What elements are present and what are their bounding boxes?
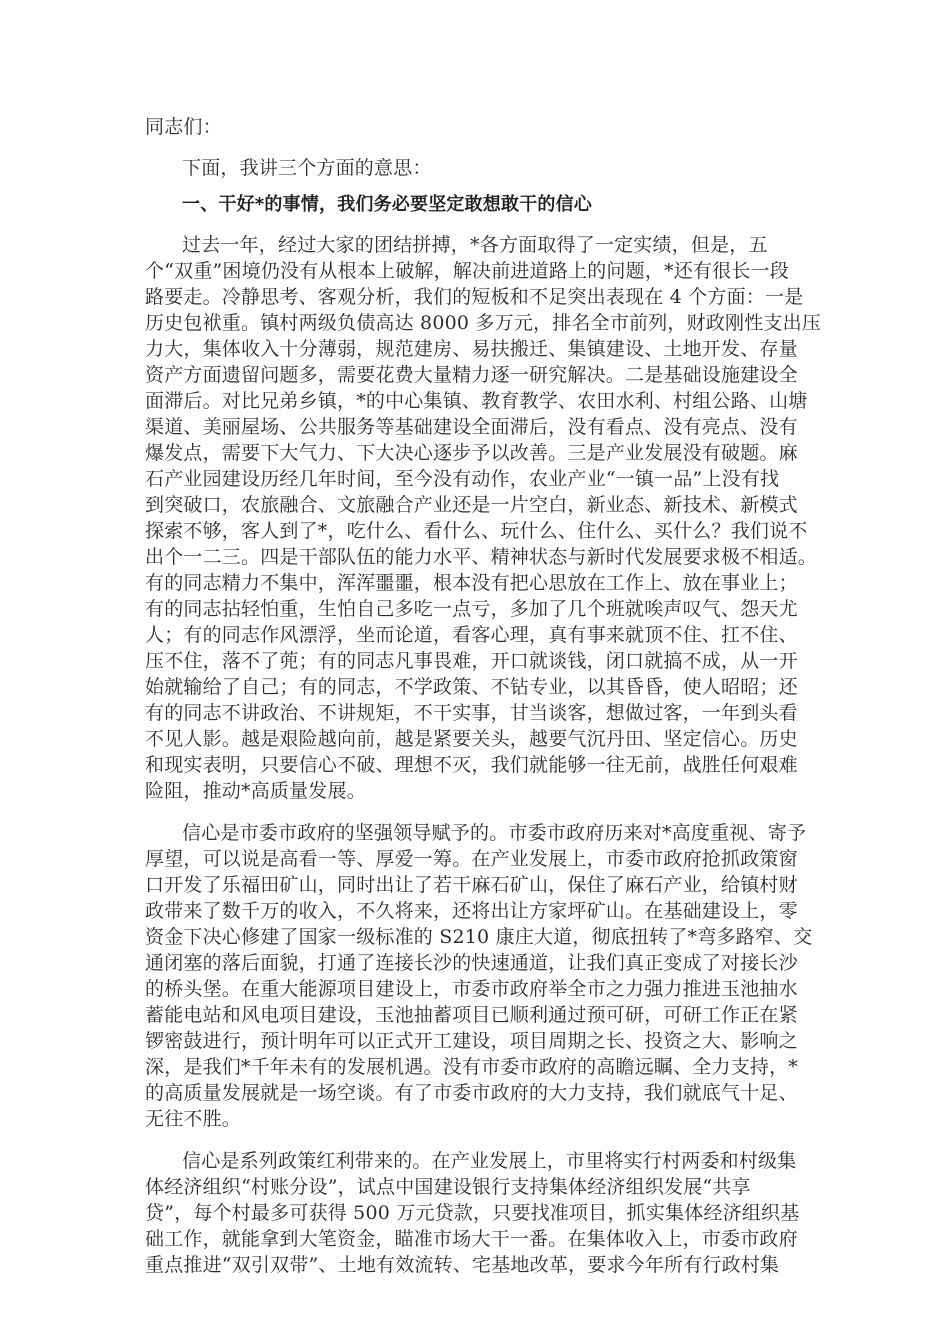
paragraph-line: 出个一二三。四是干部队伍的能力水平、精神状态与新时代发展要求极不相适。 — [145, 546, 818, 568]
paragraph-line: 通闭塞的落后面貌，打通了连接长沙的快速通道，让我们真正变成了对接长沙 — [145, 952, 798, 974]
paragraph-line: 过去一年，经过大家的团结拼搏，*各方面取得了一定实绩，但是，五 — [182, 234, 768, 256]
paragraph-line: 资产方面遗留问题多，需要花费大量精力逐一研究解决。二是基础设施建设全 — [145, 364, 798, 386]
paragraph-line: 石产业园建设历经几年时间，至今没有动作，农业产业“一镇一品”上没有找 — [145, 468, 780, 490]
section-heading-1: 一、干好*的事情，我们务必要坚定敢想敢干的信心 — [182, 194, 593, 215]
paragraph-line: 有的同志不讲政治、不讲规矩，不干实事，甘当谈客，想做过客，一年到头看 — [145, 702, 798, 724]
paragraph-line: 面滞后。对比兄弟乡镇，*的中心集镇、教育教学、农田水利、村组公路、山塘 — [145, 390, 808, 412]
paragraph-line: 锣密鼓进行，预计明年可以正式开工建设，项目周期之长、投资之大、影响之 — [145, 1030, 798, 1052]
paragraph-line: 压不住，落不了蔸；有的同志凡事畏难，开口就谈钱，闭口就搞不成，从一开 — [145, 650, 798, 672]
salutation: 同志们： — [145, 116, 222, 138]
paragraph-line: 无往不胜。 — [145, 1108, 242, 1130]
paragraph-line: 路要走。冷静思考、客观分析，我们的短板和不足突出表现在 4 个方面：一是 — [145, 286, 804, 308]
paragraph-line: 资金下决心修建了国家一级标准的 S210 康庄大道，彻底扭转了*弯多路窄、交 — [145, 926, 813, 948]
paragraph-line: 体经济组织“村账分设”，试点中国建设银行支持集体经济组织发展“共享 — [145, 1176, 751, 1198]
paragraph-line: 口开发了乐福田矿山，同时出让了若干麻石矿山，保住了麻石产业，给镇村财 — [145, 874, 798, 896]
paragraph-line: 的桥头堡。在重大能源项目建设上，市委市政府举全市之力强力推进玉池抽水 — [145, 978, 798, 1000]
paragraph-line: 和现实表明，只要信心不破、理想不灭，我们就能够一往无前，战胜任何艰难 — [145, 754, 798, 776]
paragraph-line: 信心是系列政策红利带来的。在产业发展上，市里将实行村两委和村级集 — [182, 1150, 797, 1172]
intro-text: 下面，我讲三个方面的意思： — [182, 157, 432, 179]
paragraph-line: 探索不够，客人到了*，吃什么、看什么、玩什么、住什么、买什么？我们说不 — [145, 520, 808, 542]
paragraph-line: 重点推进“双引双带”、土地有效流转、宅基地改革，要求今年所有行政村集 — [145, 1254, 780, 1276]
paragraph-line: 深，是我们*千年未有的发展机遇。没有市委市政府的高瞻远瞩、全力支持，* — [145, 1056, 799, 1078]
paragraph-line: 人；有的同志作风漂浮，坐而论道，看客心理，真有事来就顶不住、扛不住、 — [145, 624, 798, 646]
paragraph-line: 础工作，就能拿到大笔资金，瞄准市场大干一番。在集体收入上，市委市政府 — [145, 1228, 798, 1250]
paragraph-line: 力大，集体收入十分薄弱，规范建房、易扶搬迁、集镇建设、土地开发、存量 — [145, 338, 798, 360]
paragraph-line: 政带来了数千万的收入，不久将来，还将出让方家坪矿山。在基础建设上，零 — [145, 900, 798, 922]
paragraph-line: 蓄能电站和风电项目建设，玉池抽蓄项目已顺利通过预可研，可研工作正在紧 — [145, 1004, 798, 1026]
paragraph-line: 的高质量发展就是一场空谈。有了市委市政府的大力支持，我们就底气十足、 — [145, 1082, 798, 1104]
paragraph-line: 个“双重”困境仍没有从根本上破解，解决前进道路上的问题，*还有很长一段 — [145, 260, 789, 282]
paragraph-line: 不见人影。越是艰险越向前，越是紧要关头，越要气沉丹田、坚定信心。历史 — [145, 728, 798, 750]
paragraph-line: 有的同志精力不集中，浑浑噩噩，根本没有把心思放在工作上、放在事业上； — [145, 572, 798, 594]
paragraph-line: 险阻，推动*高质量发展。 — [145, 780, 366, 802]
paragraph-line: 信心是市委市政府的坚强领导赋予的。市委市政府历来对*高度重视、寄予 — [182, 822, 807, 844]
paragraph-line: 厚望，可以说是高看一等、厚爱一筹。在产业发展上，市委市政府抢抓政策窗 — [145, 848, 798, 870]
paragraph-line: 爆发点，需要下大气力、下大决心逐步予以改善。三是产业发展没有破题。麻 — [145, 442, 798, 464]
paragraph-line: 到突破口，农旅融合、文旅融合产业还是一片空白，新业态、新技术、新模式 — [145, 494, 798, 516]
paragraph-line: 贷”，每个村最多可获得 500 万元贷款，只要找准项目，抓实集体经济组织基 — [145, 1202, 800, 1224]
paragraph-line: 渠道、美丽屋场、公共服务等基础建设全面滞后，没有看点、没有亮点、没有 — [145, 416, 798, 438]
paragraph-line: 始就输给了自己；有的同志，不学政策、不钻专业，以其昏昏，使人昭昭；还 — [145, 676, 798, 698]
paragraph-line: 有的同志拈轻怕重，生怕自己多吃一点亏，多加了几个班就唉声叹气、怨天尤 — [145, 598, 798, 620]
paragraph-line: 历史包袱重。镇村两级负债高达 8000 多万元，排名全市前列，财政刚性支出压 — [145, 312, 822, 334]
